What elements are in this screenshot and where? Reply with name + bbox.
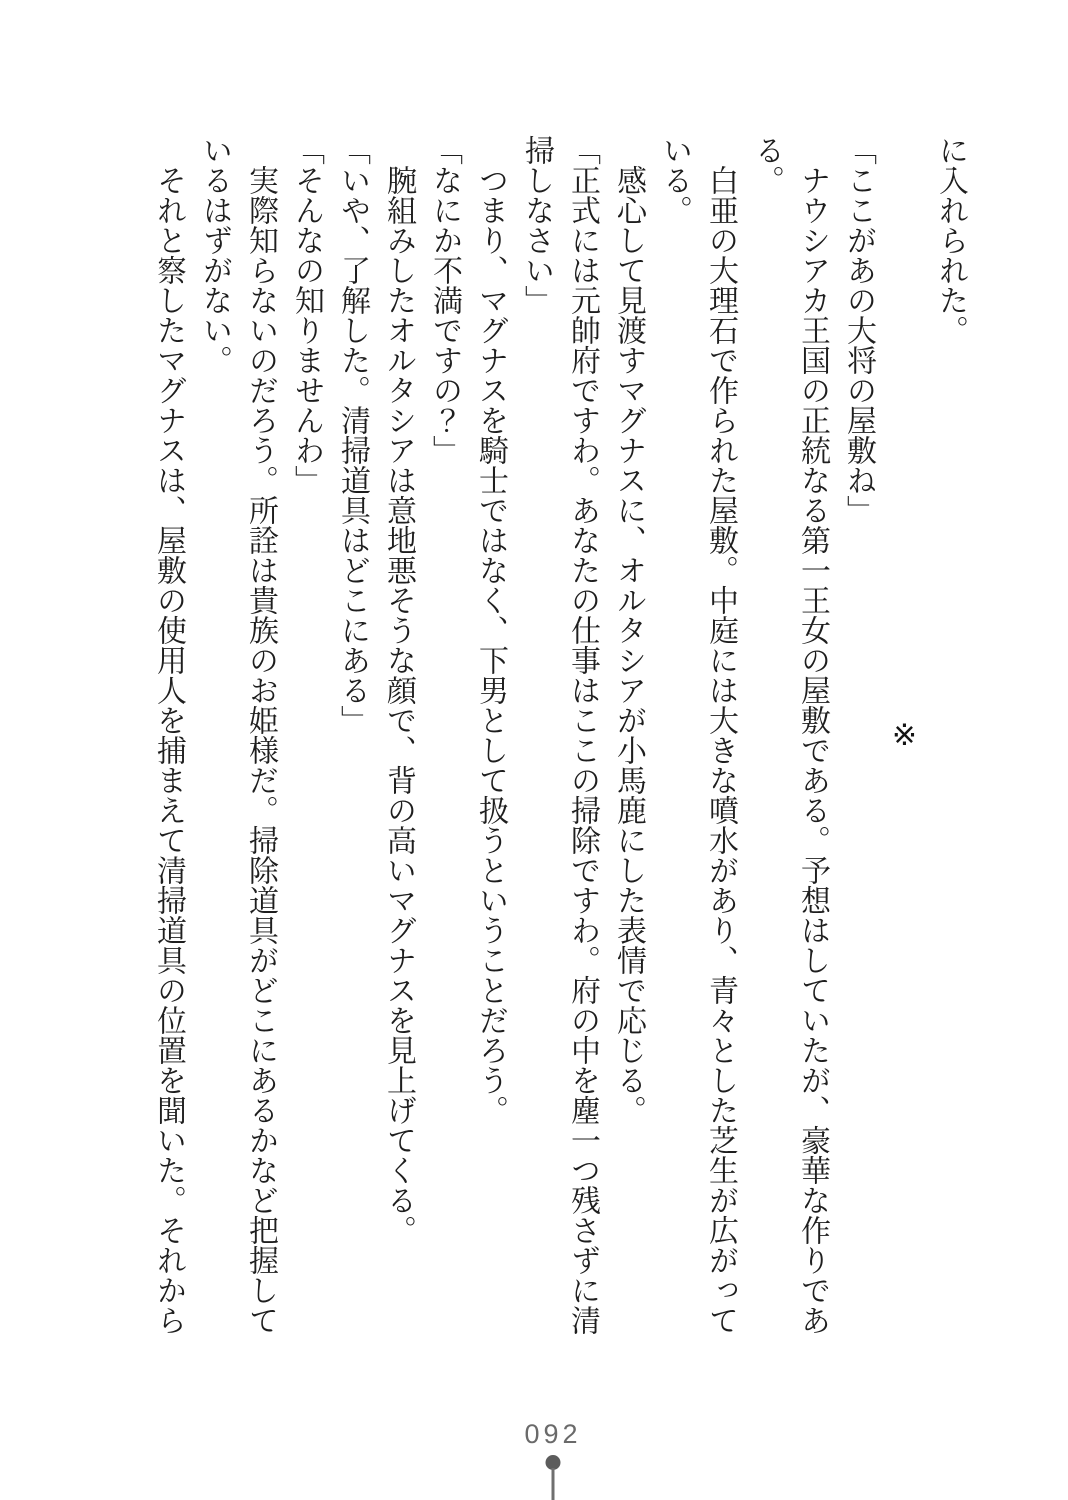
paragraph-dialogue: 「そんなの知りませんわ」 — [290, 135, 323, 495]
paragraph-narrative: つまり、マグナスを騎士ではなく、下男として扱うということだろう。 — [474, 165, 507, 1125]
paragraph-dialogue: 「いや、了解した。清掃道具はどこにある」 — [336, 135, 369, 735]
paragraph-narrative: 白亜の大理石で作られた屋敷。中庭には大きな噴水があり、青々とした芝生が広がっている。 — [658, 135, 737, 1335]
paragraph-dialogue: 「なにか不満ですの？」 — [428, 135, 461, 465]
section-divider: ※ — [888, 717, 921, 753]
footer-ornament-rule — [552, 1468, 555, 1500]
paragraph-narrative: 実際知らないのだろう。所詮は貴族のお姫様だ。掃除道具がどこにあるかなど把握しているはずがない。 — [198, 135, 277, 1335]
paragraph-narrative: それと察したマグナスは、屋敷の使用人を捕まえて清掃道具の位置を聞いた。それから — [152, 165, 185, 1335]
paragraph-continuation: に入れられた。 — [934, 135, 967, 345]
paragraph-narrative: 感心して見渡すマグナスに、オルタシアが小馬鹿にした表情で応じる。 — [612, 165, 645, 1125]
page-number: 092 — [524, 1419, 582, 1449]
paragraph-dialogue: 「正式には元帥府ですわ。あなたの仕事はここの掃除ですわ。府の中を塵一つ残さずに清掃しなさい」 — [520, 135, 599, 1335]
paragraph-narrative: 腕組みしたオルタシアは意地悪そうな顔で、背の高いマグナスを見上げてくる。 — [382, 165, 415, 1245]
paragraph-dialogue: 「ここがあの大将の屋敷ね」 — [842, 135, 875, 525]
paragraph-narrative: ナウシアカ王国の正統なる第一王女の屋敷である。予想はしていたが、豪華な作りである。 — [750, 135, 829, 1335]
page-text-body — [145, 135, 973, 1335]
